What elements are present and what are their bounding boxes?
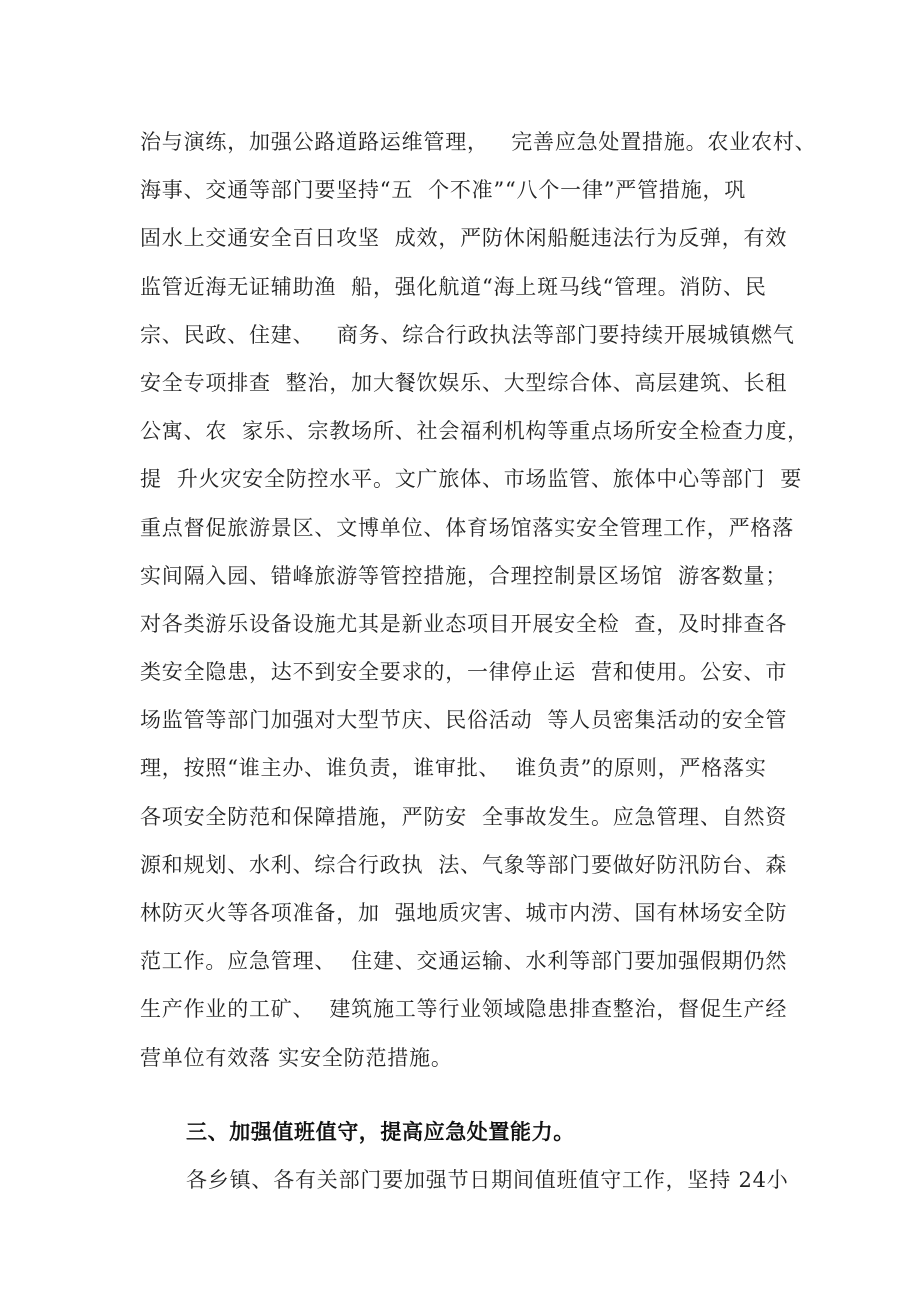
text-line: 宗、民政、住建、 商务、综合行政执法等部门要持续开展城镇燃气 (140, 322, 795, 347)
text-line: 各项安全防范和保障措施，严防安 全事故发生。应急管理、自然资 (140, 804, 788, 829)
text-line: 重点督促旅游景区、文博单位、体育场馆落实安全管理工作，严格落 (140, 515, 794, 540)
paragraph-first-line: 各乡镇、各有关部门要加强节日期间值班值守工作，坚持 24小 (186, 1168, 789, 1192)
section-heading: 三、加强值班值守，提高应急处置能力。 (186, 1120, 575, 1144)
text-line: 理，按照“谁主办、谁负责，谁审批、 谁负责”的原则，严格落实 (140, 756, 767, 781)
text-line: 范工作。应急管理、 住建、交通运输、水利等部门要加强假期仍然 (140, 949, 788, 974)
text-line: 固水上交通安全百日攻坚 成效，严防休闲船艇违法行为反弹，有效 (140, 226, 788, 251)
text-line: 林防灭火等各项准备，加 强地质灾害、城市内涝、国有林场安全防 (140, 901, 788, 925)
text-line: 公寓、农 家乐、宗教场所、社会福利机构等重点场所安全检查力度， (140, 419, 809, 444)
text-line: 提 升火灾安全防控水平。文广旅体、市场监管、旅体中心等部门 要 (140, 467, 803, 492)
text-line: 源和规划、水利、综合行政执 法、气象等部门要做好防汛防台、森 (140, 852, 788, 877)
text-line: 实间隔入园、错峰旅游等管控措施，合理控制景区场馆 游客数量； (140, 563, 788, 588)
text-line: 海事、交通等部门要坚持“五 个不准”“八个一律”严管措施，巩 (140, 178, 747, 203)
text-line: 安全专项排查 整治，加大餐饮娱乐、大型综合体、高层建筑、长租 (140, 370, 788, 395)
text-line: 治与演练，加强公路道路运维管理， 完善应急处置措施。农业农村、 (140, 130, 817, 154)
body-paragraph (140, 118, 817, 1082)
text-line: 监管近海无证辅助渔 船，强化航道“海上斑马线“管理。消防、民 (140, 274, 767, 299)
text-line: 营单位有效落 实安全防范措施。 (140, 1045, 453, 1070)
text-line: 对各类游乐设备设施尤其是新业态项目开展安全检 查，及时排查各 (140, 611, 788, 636)
text-line: 场监管等部门加强对大型节庆、民俗活动 等人员密集活动的安全管 (140, 708, 788, 733)
text-line: 生产作业的工矿、 建筑施工等行业领域隐患排查整治，督促生产经 (140, 997, 788, 1022)
text-line: 类安全隐患，达不到安全要求的，一律停止运 营和使用。公安、市 (140, 660, 788, 685)
